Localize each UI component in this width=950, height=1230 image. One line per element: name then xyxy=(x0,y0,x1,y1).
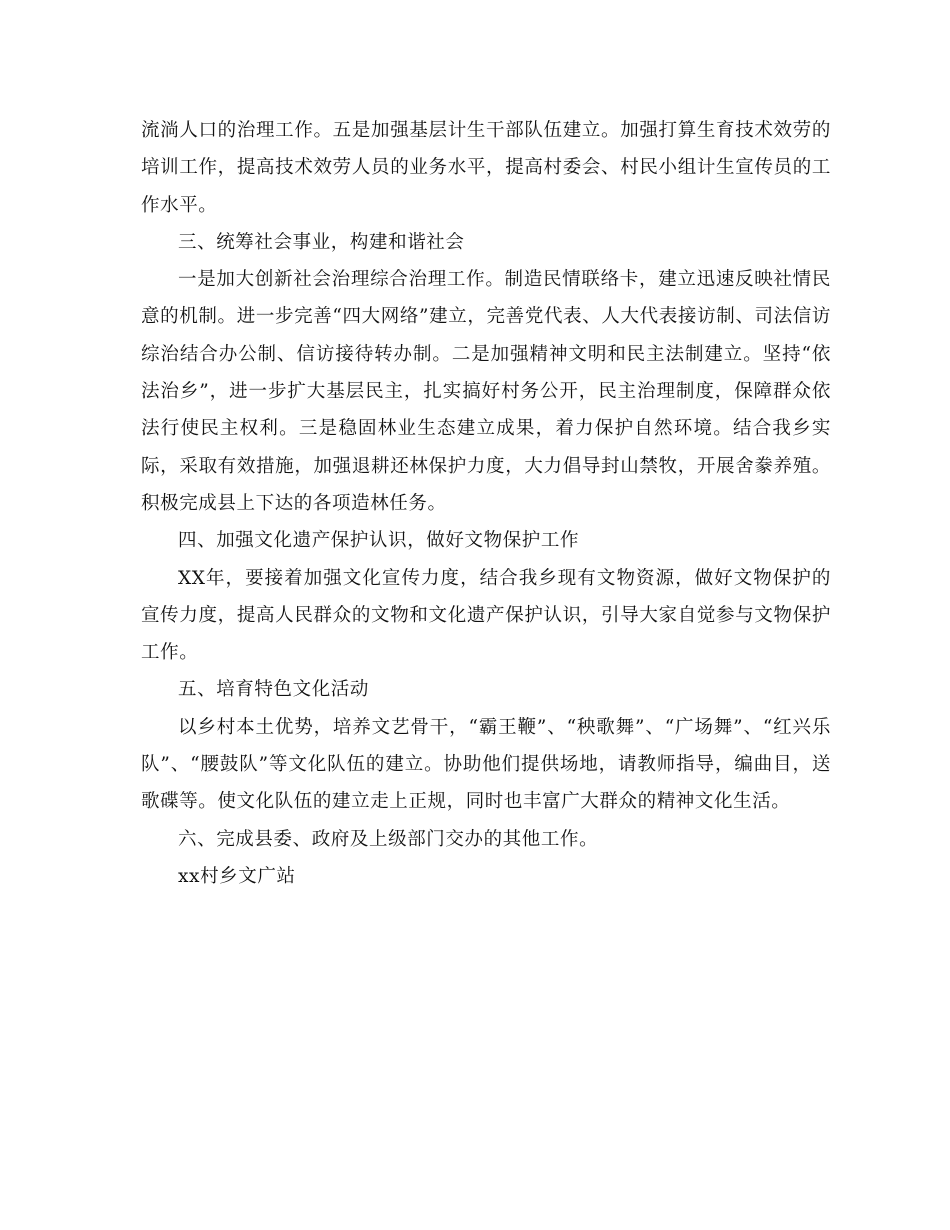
paragraph-continuation: 流淌人口的治理工作。五是加强基层计生干部队伍建立。加强打算生育技术效劳的培训工作，提高技术效劳人员的业务水平，提高村委会、村民小组计生宣传员的工作水平。 xyxy=(141,120,831,216)
document-body xyxy=(141,112,831,895)
section-heading-5: 五、培育特色文化活动 xyxy=(178,679,370,701)
paragraph-cultural-heritage: XX年，要接着加强文化宣传力度，结合我乡现有文物资源，做好文物保护的宣传力度，提高人民群众的文物和文化遗产保护认识，引导大家自觉参与文物保护工作。 xyxy=(141,567,831,664)
section-heading-6: 六、完成县委、政府及上级部门交办的其他工作。 xyxy=(178,828,599,850)
paragraph-cultural-activities: 以乡村本土优势，培养文艺骨干，“霸王鞭”、“秧歌舞”、“广场舞”、“红兴乐队”、“腰鼓队”等文化队伍的建立。协助他们提供场地，请教师指导，编曲目，送歌碟等。使文化队伍的建立走上正规，同时也丰富广大群众的精神文化生活。 xyxy=(141,716,831,813)
section-heading-3: 三、统筹社会事业，构建和谐社会 xyxy=(178,231,465,253)
signature: xx村乡文广站 xyxy=(178,865,296,887)
section-heading-4: 四、加强文化遗产保护认识，做好文物保护工作 xyxy=(178,530,580,552)
paragraph-social-governance: 一是加大创新社会治理综合治理工作。制造民情联络卡，建立迅速反映社情民意的机制。进一步完善“四大网络”建立，完善党代表、人大代表接访制、司法信访综治结合办公制、信访接待转办制。二是加强精神文明和民主法制建立。坚持“依法治乡”，进一步扩大基层民主，扎实搞好村务公开，民主治理制度，保障群众依法行使民主权利。三是稳固林业生态建立成果，着力保护自然环境。结合我乡实际，采取有效措施，加强退耕还林保护力度，大力倡导封山禁牧，开展舍豢养殖。积极完成县上下达的各项造林任务。 xyxy=(141,269,831,514)
